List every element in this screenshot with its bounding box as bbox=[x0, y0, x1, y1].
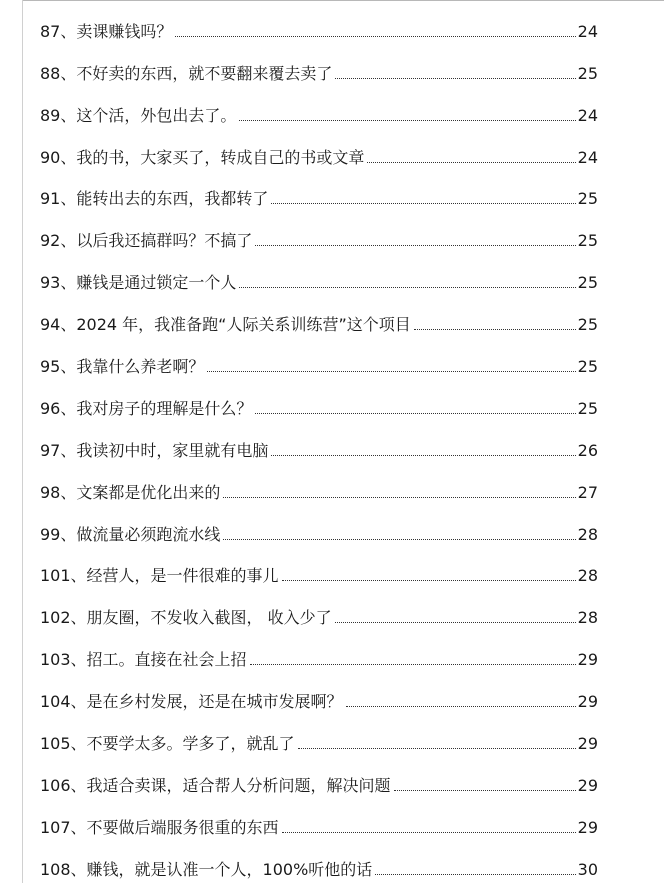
toc-dot-leader bbox=[282, 832, 576, 833]
toc-entry[interactable] bbox=[40, 8, 598, 50]
toc-dot-leader bbox=[271, 203, 575, 204]
toc-entry-title: 赚钱是通过锁定一个人 bbox=[76, 273, 237, 293]
toc-entry[interactable] bbox=[40, 301, 598, 343]
toc-entry[interactable] bbox=[40, 50, 598, 92]
toc-entry[interactable] bbox=[40, 217, 598, 259]
toc-dot-leader bbox=[282, 580, 576, 581]
toc-entry[interactable] bbox=[40, 259, 598, 301]
toc-entry-title: 我对房子的理解是什么？ bbox=[76, 398, 253, 418]
toc-entry-page-number: 29 bbox=[577, 692, 598, 712]
toc-entry-page-number: 29 bbox=[577, 775, 598, 795]
toc-entry-title: 经营人，是一件很难的事儿 bbox=[86, 566, 279, 586]
toc-entry-number: 108、 bbox=[40, 859, 87, 879]
toc-entry-page-number: 25 bbox=[577, 357, 598, 377]
toc-dot-leader bbox=[223, 497, 575, 498]
toc-entry-page-number: 25 bbox=[577, 231, 598, 251]
toc-entry-number: 106、 bbox=[40, 775, 87, 795]
toc-entry-page-number: 29 bbox=[577, 734, 598, 754]
toc-dot-leader bbox=[175, 36, 575, 37]
toc-entry[interactable] bbox=[40, 511, 598, 553]
toc-dot-leader bbox=[298, 748, 576, 749]
side-rule bbox=[22, 0, 23, 883]
toc-dot-leader bbox=[223, 539, 575, 540]
toc-entry[interactable] bbox=[40, 804, 598, 846]
toc-dot-leader bbox=[207, 371, 575, 372]
toc-dot-leader bbox=[346, 706, 576, 707]
toc-entry-page-number: 24 bbox=[577, 105, 598, 125]
toc-entry-number: 107、 bbox=[40, 817, 87, 837]
toc-entry[interactable] bbox=[40, 343, 598, 385]
toc-entry[interactable] bbox=[40, 678, 598, 720]
toc-entry-page-number: 26 bbox=[577, 440, 598, 460]
toc-entry-number: 101、 bbox=[40, 566, 87, 586]
toc-entry-page-number: 25 bbox=[577, 398, 598, 418]
toc-entry[interactable] bbox=[40, 720, 598, 762]
toc-entry[interactable] bbox=[40, 385, 598, 427]
toc-dot-leader bbox=[394, 790, 576, 791]
toc-entry-number: 89、 bbox=[40, 105, 77, 125]
toc-entry[interactable] bbox=[40, 134, 598, 176]
toc-entry-page-number: 25 bbox=[577, 189, 598, 209]
toc-entry-page-number: 28 bbox=[577, 608, 598, 628]
toc-entry-number: 94、 bbox=[40, 315, 77, 335]
toc-dot-leader bbox=[250, 664, 576, 665]
toc-dot-leader bbox=[239, 287, 575, 288]
toc-entry-title: 做流量必须跑流水线 bbox=[76, 524, 221, 544]
toc-entry-title: 能转出去的东西，我都转了 bbox=[76, 189, 269, 209]
toc-entry-title: 我适合卖课，适合帮人分析问题，解决问题 bbox=[86, 775, 391, 795]
toc-entry-title: 我的书，大家买了，转成自己的书或文章 bbox=[76, 147, 365, 167]
toc-entry[interactable] bbox=[40, 176, 598, 218]
toc-entry-title: 卖课赚钱吗？ bbox=[76, 21, 173, 41]
toc-entry[interactable] bbox=[40, 636, 598, 678]
toc-entry-number: 88、 bbox=[40, 63, 77, 83]
toc-entry-title: 赚钱，就是认准一个人，100%听他的话 bbox=[86, 859, 373, 879]
toc-entry-number: 96、 bbox=[40, 398, 77, 418]
toc-entry-page-number: 24 bbox=[577, 147, 598, 167]
toc-entry-title: 招工。直接在社会上招 bbox=[86, 650, 247, 670]
toc-entry-number: 93、 bbox=[40, 273, 77, 293]
toc-entry-page-number: 25 bbox=[577, 273, 598, 293]
toc-dot-leader bbox=[367, 162, 575, 163]
toc-entry-page-number: 27 bbox=[577, 482, 598, 502]
toc-dot-leader bbox=[414, 329, 576, 330]
toc-entry-title: 是在乡村发展，还是在城市发展啊？ bbox=[86, 692, 343, 712]
toc-entry[interactable] bbox=[40, 594, 598, 636]
toc-dot-leader bbox=[335, 622, 576, 623]
toc-entry-page-number: 29 bbox=[577, 650, 598, 670]
toc-entry[interactable] bbox=[40, 427, 598, 469]
toc-entry-number: 95、 bbox=[40, 357, 77, 377]
toc-entry-number: 90、 bbox=[40, 147, 77, 167]
toc-entry-number: 103、 bbox=[40, 650, 87, 670]
toc-dot-leader bbox=[255, 413, 575, 414]
toc-entry-number: 98、 bbox=[40, 482, 77, 502]
toc-entry-number: 87、 bbox=[40, 21, 77, 41]
toc-entry-title: 我读初中时，家里就有电脑 bbox=[76, 440, 269, 460]
toc-dot-leader bbox=[335, 78, 575, 79]
toc-entry-title: 文案都是优化出来的 bbox=[76, 482, 221, 502]
toc-entry[interactable] bbox=[40, 846, 598, 888]
toc-entry-number: 104、 bbox=[40, 692, 87, 712]
toc-entry-title: 不要做后端服务很重的东西 bbox=[86, 817, 279, 837]
toc-entry[interactable] bbox=[40, 762, 598, 804]
toc-entry-page-number: 28 bbox=[577, 524, 598, 544]
toc-entry-number: 105、 bbox=[40, 734, 87, 754]
toc-entry-number: 99、 bbox=[40, 524, 77, 544]
toc-entry-title: 不好卖的东西，就不要翻来覆去卖了 bbox=[76, 63, 333, 83]
toc-entry-title: 我靠什么养老啊？ bbox=[76, 357, 205, 377]
toc-entry-number: 102、 bbox=[40, 608, 87, 628]
toc-entry-number: 92、 bbox=[40, 231, 77, 251]
toc-entry[interactable] bbox=[40, 469, 598, 511]
toc-dot-leader bbox=[239, 120, 575, 121]
toc-entry-number: 91、 bbox=[40, 189, 77, 209]
toc-entry-page-number: 30 bbox=[577, 859, 598, 879]
toc-entry-title: 不要学太多。学多了，就乱了 bbox=[86, 734, 295, 754]
toc-entry[interactable] bbox=[40, 553, 598, 595]
toc-entry-page-number: 28 bbox=[577, 566, 598, 586]
toc-entry-title: 朋友圈，不发收入截图， 收入少了 bbox=[86, 608, 332, 628]
toc-dot-leader bbox=[255, 245, 575, 246]
toc-dot-leader bbox=[271, 455, 575, 456]
toc-entry-page-number: 25 bbox=[577, 315, 598, 335]
toc-entry-page-number: 25 bbox=[577, 63, 598, 83]
toc-entry-number: 97、 bbox=[40, 440, 77, 460]
table-of-contents bbox=[40, 8, 598, 888]
toc-entry-title: 以后我还搞群吗？不搞了 bbox=[76, 231, 253, 251]
toc-entry-title: 这个活，外包出去了。 bbox=[76, 105, 237, 125]
toc-dot-leader bbox=[375, 874, 575, 875]
toc-entry-title: 2024 年，我准备跑“人际关系训练营”这个项目 bbox=[76, 315, 411, 335]
toc-entry[interactable] bbox=[40, 92, 598, 134]
toc-entry-page-number: 24 bbox=[577, 21, 598, 41]
top-rule bbox=[22, 0, 664, 1]
toc-entry-page-number: 29 bbox=[577, 817, 598, 837]
